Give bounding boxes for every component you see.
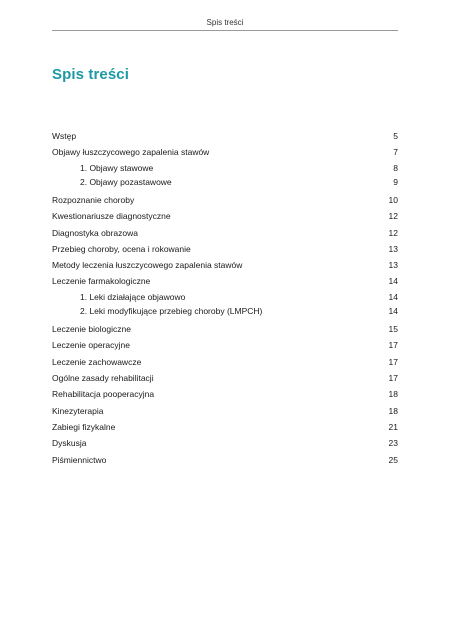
toc-page-number: 17	[388, 340, 398, 351]
toc-page-number: 17	[388, 356, 398, 367]
toc-entry-label: Objawy łuszczycowego zapalenia stawów	[52, 147, 210, 158]
toc-page-number: 5	[393, 131, 398, 141]
running-header: Spis treści	[206, 18, 244, 27]
toc-entry-label: Leczenie operacyjne	[52, 340, 130, 351]
toc-entry-label: Leczenie zachowawcze	[52, 356, 142, 367]
toc-page-number: 13	[388, 243, 398, 254]
toc-subentry[interactable]	[52, 175, 398, 190]
toc-entry-label: Leczenie biologiczne	[52, 324, 131, 335]
toc-page-number: 12	[388, 227, 398, 238]
toc-entry[interactable]	[52, 321, 398, 337]
toc-entry[interactable]	[52, 257, 398, 273]
toc-subentry[interactable]	[52, 304, 398, 319]
toc-page-number: 12	[388, 211, 398, 222]
toc-entry[interactable]	[52, 452, 398, 468]
toc-entry-label: Przebieg choroby, ocena i rokowanie	[52, 243, 191, 254]
toc-entry-label: Piśmiennictwo	[52, 454, 107, 465]
header-divider	[52, 30, 398, 31]
toc-entry[interactable]	[52, 337, 398, 353]
toc-subentry[interactable]	[52, 161, 398, 176]
toc-entry-label: Leczenie farmakologiczne	[52, 276, 151, 287]
toc-entry-label: 1. Objawy stawowe	[80, 162, 154, 173]
toc-page-number: 17	[388, 373, 398, 384]
toc-page-number: 14	[388, 291, 398, 302]
toc-entry[interactable]	[52, 225, 398, 241]
toc-entry-label: Kinezyterapia	[52, 405, 104, 416]
toc-entry-label: Rozpoznanie choroby	[52, 194, 135, 205]
toc-page-number: 14	[388, 276, 398, 287]
toc-entry[interactable]	[52, 403, 398, 419]
toc-page-number: 9	[393, 177, 398, 188]
toc-page-number: 8	[393, 162, 398, 173]
toc-page-number: 13	[388, 260, 398, 271]
toc-entry-label: Zabiegi fizykalne	[52, 421, 116, 432]
toc-entry[interactable]	[52, 144, 398, 160]
toc-subentry[interactable]	[52, 290, 398, 305]
toc-page-number: 18	[388, 389, 398, 400]
toc-entry[interactable]	[52, 241, 398, 257]
toc-page-number: 7	[393, 147, 398, 158]
toc-entry-label: 2. Objawy pozastawowe	[80, 177, 172, 188]
toc-entry-label: Rehabilitacja pooperacyjna	[52, 389, 155, 400]
toc-entry[interactable]	[52, 386, 398, 402]
toc-page-number: 14	[388, 306, 398, 317]
toc-entry-label: Diagnostyka obrazowa	[52, 227, 138, 238]
toc-entry[interactable]	[52, 354, 398, 370]
toc-entry-label: Ogólne zasady rehabilitacji	[52, 373, 154, 384]
toc-entry[interactable]	[52, 128, 398, 144]
toc-entry[interactable]	[52, 370, 398, 386]
toc-entry[interactable]	[52, 435, 398, 451]
toc-entry[interactable]	[52, 419, 398, 435]
toc-entry[interactable]	[52, 273, 398, 289]
toc-entry-label: Dyskusja	[52, 438, 87, 449]
toc-entry[interactable]	[52, 208, 398, 224]
page-title: Spis treści	[52, 66, 129, 83]
toc-page-number: 23	[388, 438, 398, 449]
toc-entry-label: Kwestionariusze diagnostyczne	[52, 211, 171, 222]
toc-entry[interactable]	[52, 192, 398, 208]
toc-entry-label: 1. Leki działające objawowo	[80, 291, 186, 302]
toc-page-number: 18	[388, 405, 398, 416]
toc-page-number: 15	[388, 324, 398, 335]
toc-page-number: 25	[388, 454, 398, 465]
toc-entry-label: Metody leczenia łuszczycowego zapalenia stawów	[52, 260, 243, 271]
toc-entry-label: 2. Leki modyfikujące przebieg choroby (LMPCH)	[80, 306, 263, 317]
toc-page-number: 21	[388, 421, 398, 432]
toc-entry-label: Wstęp	[52, 131, 77, 141]
toc-page-number: 10	[388, 194, 398, 205]
table-of-contents	[52, 128, 398, 468]
